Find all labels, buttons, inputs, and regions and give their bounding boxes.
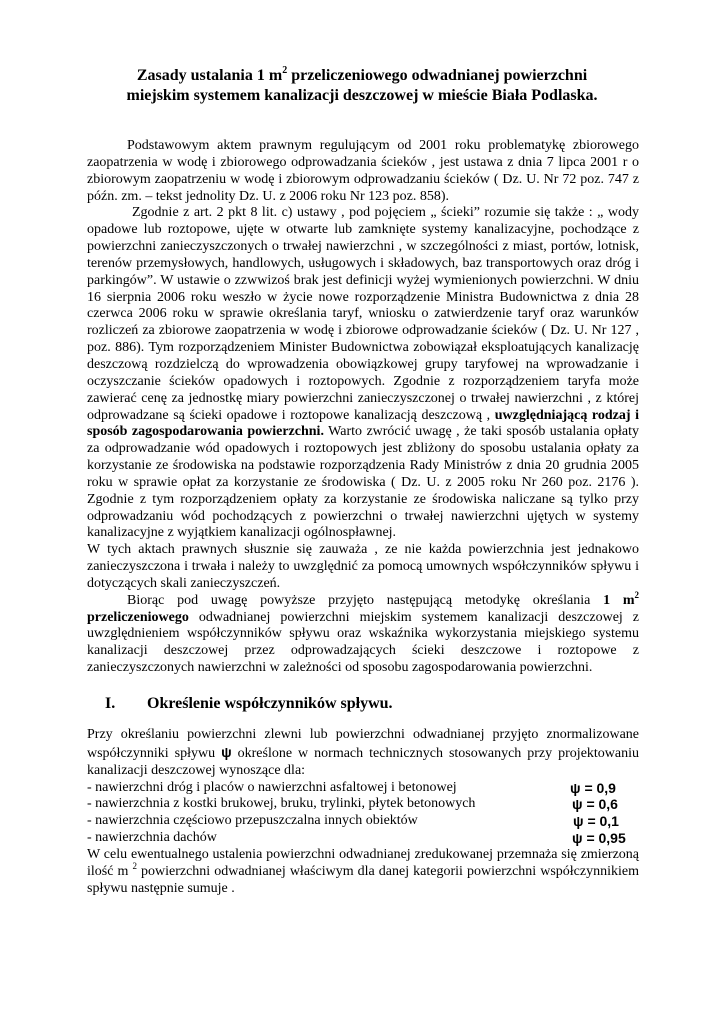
paragraph-5-text-b: określone w normach technicznych stosowanych przy projektowaniu kanalizacji deszczowej wynoszące dla: bbox=[87, 745, 640, 778]
title-line2: miejskim systemem kanalizacji deszczowej w mieście Biała Podlaska. bbox=[126, 87, 598, 104]
paragraph-5 bbox=[87, 727, 639, 780]
coefficient-row bbox=[87, 830, 639, 847]
coefficient-label: - nawierzchni dróg i placów o nawierzchni asfaltowej i betonowej bbox=[87, 779, 457, 795]
paragraph-2-text-a: Zgodnie z art. 2 pkt 8 lit. c) ustawy , pod pojęciem „ ścieki” rozumie się także : „ wody opadowe lub roztopowe, ujęte w otwarte lub zamknięte systemy kanalizacyjne, pochodzące z powierzchni zanieczyszczonych o trwałej nawierzchni , w szczególności z miast, portów, lotnisk, terenów przemysłowych, handlowych, usługowych i składowych, baz transportowych oraz dróg i parkingów”. W ustawie o zzwwizoś brak jest definicji wyżej wymienionych powierzchni. W dniu 16 sierpnia 2006 roku weszło w życie nowe rozporządzenie Ministra Budownictwa z dnia 28 czerwca 2006 roku w sprawie określania taryf, wniosku o zatwierdzenie taryf oraz warunków rozliczeń za zbiorowe zaopatrzenia w wodę i zbiorowe odprowadzanie ścieków ( Dz. U. Nr 127 , poz. 886). Tym rozporządzeniem Minister Budownictwa zobowiązał eksploatujących kanalizację deszczową rozdzielczą do wprowadzenia obowiązkowej grupy taryfowej na wprowadzanie i oczyszczanie ścieków opadowych i roztopowych. Zgodnie z rozporządzeniem taryfa może zawierać cenę za jednostkę miary powierzchni zanieczyszczonej o trwałej nawierzchni , z której odprowadzane są ścieki opadowe i roztopowe kanalizacją deszczową , bbox=[87, 205, 639, 423]
paragraph-2-text-b: Warto zwrócić uwagę , że taki sposób ustalania opłaty za odprowadzanie wód opadowych i roztopowych jest zbliżony do sposobu ustalania opłaty za korzystanie ze środowiska na podstawie rozporządzenia Rady Ministrów z dnia 20 grudnia 2005 roku w sprawie opłat za korzystanie ze środowiska ( Dz. U. z 2005 roku Nr 260 poz. 2176 ). Zgodnie z tym rozporządzeniem opłaty za korzystanie ze środowiska naliczane są tylko przy odprowadzaniu wód pochodzących z powierzchni o trwałej nawierzchni ujętych w systemy kanalizacyjne z wyjątkiem kanalizacji ogólnospławnej. bbox=[87, 424, 639, 541]
title-superscript: 2 bbox=[282, 64, 288, 76]
section-number: I. bbox=[105, 695, 116, 712]
paragraph-6-superscript: 2 bbox=[132, 860, 137, 871]
document-title bbox=[60, 66, 664, 106]
paragraph-3: W tych aktach prawnych słusznie się zauważa , ze nie każda powierzchnia jest jednakowo zanieczyszczona i trwała i należy to uwzględnić za pomocą umownych współczynników spływu i dotyczących skali zanieczyszczeń. bbox=[87, 542, 639, 591]
paragraph-4-superscript: 2 bbox=[634, 589, 639, 600]
section-title: Określenie współczynników spływu. bbox=[147, 695, 393, 712]
paragraph-4-text-a: Biorąc pod uwagę powyższe przyjęto następującą metodykę określania bbox=[127, 592, 604, 608]
psi-symbol: ψ bbox=[221, 743, 232, 760]
paragraph-6-text-a: W celu ewentualnego ustalenia powierzchni odwadnianej zredukowanej przemnaża się zmierzoną ilość m bbox=[87, 846, 639, 879]
paragraph-2-bold: uwzględniającą rodzaj i sposób zagospodarowania powierzchni. bbox=[87, 407, 639, 440]
coefficient-row bbox=[87, 780, 639, 797]
coefficient-row bbox=[87, 813, 639, 830]
title-line1-part2: przeliczeniowego odwadnianej powierzchni bbox=[287, 67, 588, 84]
paragraph-5-text-a: Przy określaniu powierzchni zlewni lub powierzchni odwadnianej przyjęto znormalizowane współczynniki spływu bbox=[87, 727, 639, 761]
paragraph-1: Podstawowym aktem prawnym regulującym od 2001 roku problematykę zbiorowego zaopatrzenia w wodę i zbiorowego odprowadzania ścieków , jest ustawa z dnia 7 lipca 2001 r o zbiorowym zaopatrzeniu w wodę i zbiorowym odprowadzaniu ścieków ( Dz. U. Nr 72 poz. 747 z późn. zm. – tekst jednolity Dz. U. z 2006 roku Nr 123 poz. 858). bbox=[87, 138, 639, 204]
coefficient-value: ψ = 0,1 bbox=[573, 813, 619, 830]
paragraph-4-bold-word: przeliczeniowego bbox=[87, 609, 189, 625]
paragraph-4-bold-unit: 1 m bbox=[603, 592, 635, 608]
coefficient-value: ψ = 0,9 bbox=[570, 779, 616, 796]
coefficient-label: - nawierzchnia dachów bbox=[87, 830, 217, 846]
document-body bbox=[87, 138, 639, 897]
coefficient-value: ψ = 0,6 bbox=[572, 796, 618, 813]
paragraph-2 bbox=[87, 205, 639, 542]
title-line1-part1: Zasady ustalania 1 m bbox=[136, 67, 283, 84]
paragraph-4 bbox=[87, 589, 639, 677]
section-heading bbox=[105, 694, 639, 714]
coefficient-label: - nawierzchnia częściowo przepuszczalna innych obiektów bbox=[87, 813, 418, 829]
coefficient-value: ψ = 0,95 bbox=[572, 830, 626, 847]
paragraph-6-text-b: powierzchni odwadnianej właściwym dla danej kategorii powierzchni współczynnikiem spływu następnie sumuje . bbox=[87, 863, 639, 896]
paragraph-6 bbox=[87, 847, 639, 898]
coefficient-row bbox=[87, 796, 639, 813]
paragraph-4-text-b: odwadnianej powierzchni miejskim systemem kanalizacji deszczowej z uwzględnieniem współczynników spływu oraz wskaźnika wykorzystania miejskiego systemu kanalizacji deszczowej przez odprowadzających ścieki deszczowe i roztopowe z zanieczyszczonych nawierzchni w zależności od sposobu zagospodarowania powierzchni. bbox=[87, 609, 639, 676]
coefficient-label: - nawierzchnia z kostki brukowej, bruku, trylinki, płytek betonowych bbox=[87, 796, 476, 812]
